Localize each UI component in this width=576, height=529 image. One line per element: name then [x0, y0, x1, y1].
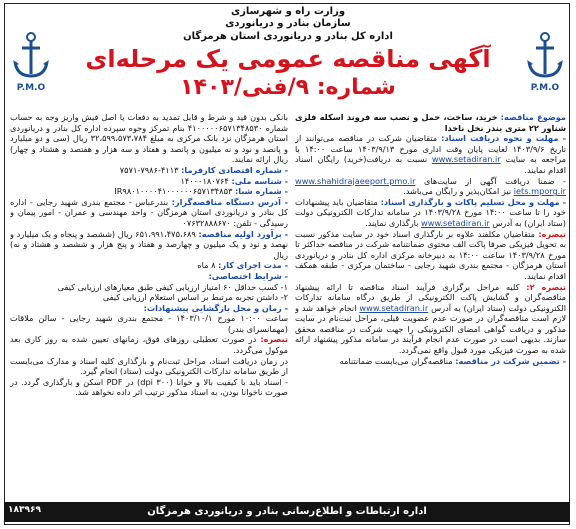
duration-value: ۸ ماه [197, 260, 216, 271]
tender-address [10, 197, 288, 229]
deliver-label: - مهلت و محل تسلیم پاکات و بارگذاری اسناد: [380, 196, 566, 207]
subject-label: موضوع مناقصه: [500, 112, 566, 122]
final-note: - اسناد باید با کیفیت بالا و خوانا (۳۰۰ dpi) در PDF اسکن و بارگذاری گردد. در صورت ناخوانا بودن، به اسناد مذکور ترتیب اثر داده نخواهد شد. [10, 376, 288, 398]
sheba-value: IR۹۸۰۱۰۰۰۰۴۱۰۰۰۰۰۰۶۵۷۱۳۴۸۵۳ [114, 186, 233, 197]
note-2-text: کلیه مراحل برگزاری فرآیند اسناد مناقصه تا ارائه پیشنهاد مناقصه‌گران و گشایش پاکت الکترونیکی از طریق درگاه سامانه تدارکات الکترونیکی دولت (ستاد ایران) به آدرس [295, 281, 566, 313]
guarantee-continued: بانکی بدون قید و شرط و قابل تمدید به دفعات یا اصل فیش واریز وجه به حساب شماره ۴۱۰۰۰۰۰۶۵۷۱۳۴۸۵۳۰ بنام تمرکز وجوه سپرده اداره کل بنادر و دریانوردی استان هرمزگان نزد بانک مرکزی به مبلغ ۳۲،۵۹۹،۵۷۳،۷۸۴ ریال (سی و دو میلیارد و پانصد و نود و نه میلیون و پانصد و هفتاد و سه هزار و هفتصد و هشتاد و چهار) ریال ارائه نمایند. [10, 112, 288, 165]
subject-text: خرید، ساخت، حمل و نصب سه فروند اسکله فلزی شناور ۲۲ متری بندر نخل ناخدا [295, 112, 566, 133]
organization-name: سازمان بنادر و دریانوردی [225, 18, 351, 29]
anchor-icon [525, 30, 565, 82]
ad-footer: اداره ارتباطات و اطلاع‌رسانی بنادر و دریانوردی هرمزگان [4, 502, 570, 522]
deliver-section [295, 197, 566, 229]
economic-number-value: ۴۱۱۳-۷۹۸۶-۷۵۷۱ [119, 164, 179, 175]
site-info [295, 176, 566, 197]
receive-label: - مهلت و نحوه دریافت اسناد: [441, 133, 566, 144]
opening-time [10, 303, 288, 314]
sheba-number [10, 186, 288, 197]
special-condition-2: ۲- داشتن تجربه مرتبط بر اساس استعلام ارزیابی کیفی [102, 292, 288, 303]
iets-link[interactable]: iets.mporg.ir [513, 186, 566, 197]
special-conditions [10, 271, 288, 282]
receive-text-2: نسبت به دریافت(خرید) رایگان اسناد اقدام نمایند. [295, 154, 566, 175]
deliver-text-2: بارگذاری نمایند. [365, 217, 419, 228]
ad-header [0, 0, 576, 112]
ad-code: ۱۸۳۹۶۹ [8, 505, 41, 515]
ad-title: آگهی مناقصه عمومی یک مرحله‌ای [85, 45, 491, 73]
sheba-label: - شماره شبا: [234, 186, 288, 197]
note-2-label: تبصره ۲: [526, 281, 566, 292]
setadiran-link[interactable]: www.setadiran.ir [359, 302, 429, 313]
estimate-label: - برآورد اولیه مناقصه: [198, 228, 288, 239]
left-note-label: تبصره: [260, 334, 288, 345]
tender-subject [295, 112, 566, 133]
logo-label: P.M.O [530, 83, 560, 93]
guarantee-text: مناقصه‌گران می‌بایست ضمانتنامه [339, 355, 453, 366]
receive-text: متقاضیان شرکت در مناقصه می‌توانند از تاریخ ۱۴۰۳/۹/۶ لغایت پایان وقت اداری مورخ ۱۴۰۳/۹/۱۳ ساعت ۱۴:۰۰ با مراجعه به سایت [295, 133, 566, 165]
opening-label: - زمان و محل بازگشایی پیشنهادات: [143, 302, 288, 313]
national-id [10, 176, 288, 187]
ad-column-right [295, 112, 566, 500]
ad-number: شماره: ۹/فنی/۱۴۰۳ [180, 75, 396, 100]
note-1-text: متقاضیان مکلفند علاوه بر بارگذاری اسناد خود در سایت مذکور نسبت به تحویل فیزیکی صرفا پاکت الف محتوی ضمانتنامه شرکت در مناقصه حداکثر تا مورخ ۱۴۰۳/۹/۲۸ ساعت ۱۴:۰۰ به دبیرخانه مرکزی اداره کل بنادر و دریانوردی استان هرمزگان - مجتمع بندری شهید رجایی - ساختمان مرکزی - طبقه همکف اقدام نمایند. [295, 228, 566, 281]
anchor-icon [11, 30, 51, 82]
address-value: بندرعباس - مجتمع بندری شهید رجایی - اداره کل بنادر و دریانوردی استان هرمزگان - واحد مهندسی و عمران - امور پیمان و رسیدگی - تلفن: ۰۷۶۳۲۸۸۸۶۷۰ [10, 196, 288, 228]
left-note-text: در صورت تعطیلی روزهای فوق، زمانهای تعیین شده به روز کاری بعد موکول می‌گردد. [10, 334, 288, 356]
national-id-label: - شناسه ملی: [231, 175, 288, 186]
ad-column-left [10, 112, 288, 500]
pmo-logo-right [520, 30, 570, 110]
note-1 [295, 229, 566, 282]
estimate-value: ۶۵۱،۹۹۱،۴۷۵،۶۸۹ ریال (ششصد و پنجاه و یک میلیارد و نهصد و نود و یک میلیون و چهارصد و هفتاد و پنج هزار و ششصد و هشتاد و نه) ریال [10, 228, 288, 260]
opening-value: ساعت ۱۰:۰۰ مورخ ۱۴۰۳/۱۰/۱ - مجتمع بندری شهید رجایی - سالن ملاقات (مهمانسرای بندر) [10, 313, 288, 334]
economic-number-label: - شماره اقتصادی کارفرما: [181, 164, 288, 175]
duration-label: - مدت اجرای کار: [218, 260, 288, 271]
spec-label: - شرایط اختصاصی: [208, 270, 288, 281]
logo-label: P.M.O [16, 83, 46, 93]
national-id-value: ۱۴۰۰۰۱۸۰۷۶۴ [180, 175, 229, 186]
economic-number [10, 165, 288, 176]
receive-section [295, 133, 566, 175]
site-info-text: - ضمنا دریافت آگهی از سایت‌های [423, 175, 566, 186]
setadiran-link[interactable]: www.setadiran.ir [431, 154, 501, 165]
setadiran-link[interactable]: www.setadiran.ir [421, 217, 490, 228]
guarantee-section [295, 356, 566, 367]
shahidrajaee-link[interactable]: www.shahidrajaeeport.pmo.ir [295, 175, 416, 186]
guarantee-label: - تضمین شرکت در مناقصه: [455, 355, 566, 366]
ministry-name: وزارت راه و شهرسازی [230, 6, 346, 17]
note-2 [295, 282, 566, 356]
left-note [10, 334, 288, 355]
address-label: - آدرس دستگاه مناقصه‌گزار: [171, 196, 288, 207]
site-info-text-2: نیز امکان‌پذیر و رایگان می‌باشد. [403, 186, 512, 197]
note-2-text-b: انجام خواهد شد و لازم است مناقصه‌گران در صورت عدم عضویت قبلی، مراحل ثبت‌نام در سایت مذکور و دریافت گواهی امضای الکترونیکی را جهت شرکت در مناقصه محقق سازند. بدیهی است در صورت عدم انجام فرآیند در سامانه مذکور پیشنهاد ارائه شده به صورت فیزیکی مورد قبول واقع نمی‌گردد. [295, 302, 566, 356]
department-name: اداره کل بنادر و دریانوردی استان هرمزگان [183, 31, 393, 42]
initial-estimate [10, 229, 288, 261]
deliver-text: متقاضیان باید پیشنهادات خود را تا ساعت ۱۴:۰۰ مورخ ۱۴۰۳/۹/۲۸ در سامانه تدارکات الکترونیکی دولت (ستاد ایران) به آدرس [295, 196, 566, 228]
work-duration [10, 260, 288, 271]
pmo-logo-left [6, 30, 56, 110]
note-1-label: تبصره: [538, 228, 566, 239]
special-condition-1: ۱- کسب حداقل ۶۰ امتیاز ارزیابی کیفی طبق معیارهای ارزیابی کیفی [57, 281, 288, 292]
left-note-2: در زمان دریافت اسناد، مراحل ثبت‌نام و بارگذاری کلیه اسناد و مدارک می‌بایست از طریق سامانه تدارکات الکترونیکی دولت (ستاد) انجام گیرد. [10, 355, 288, 377]
